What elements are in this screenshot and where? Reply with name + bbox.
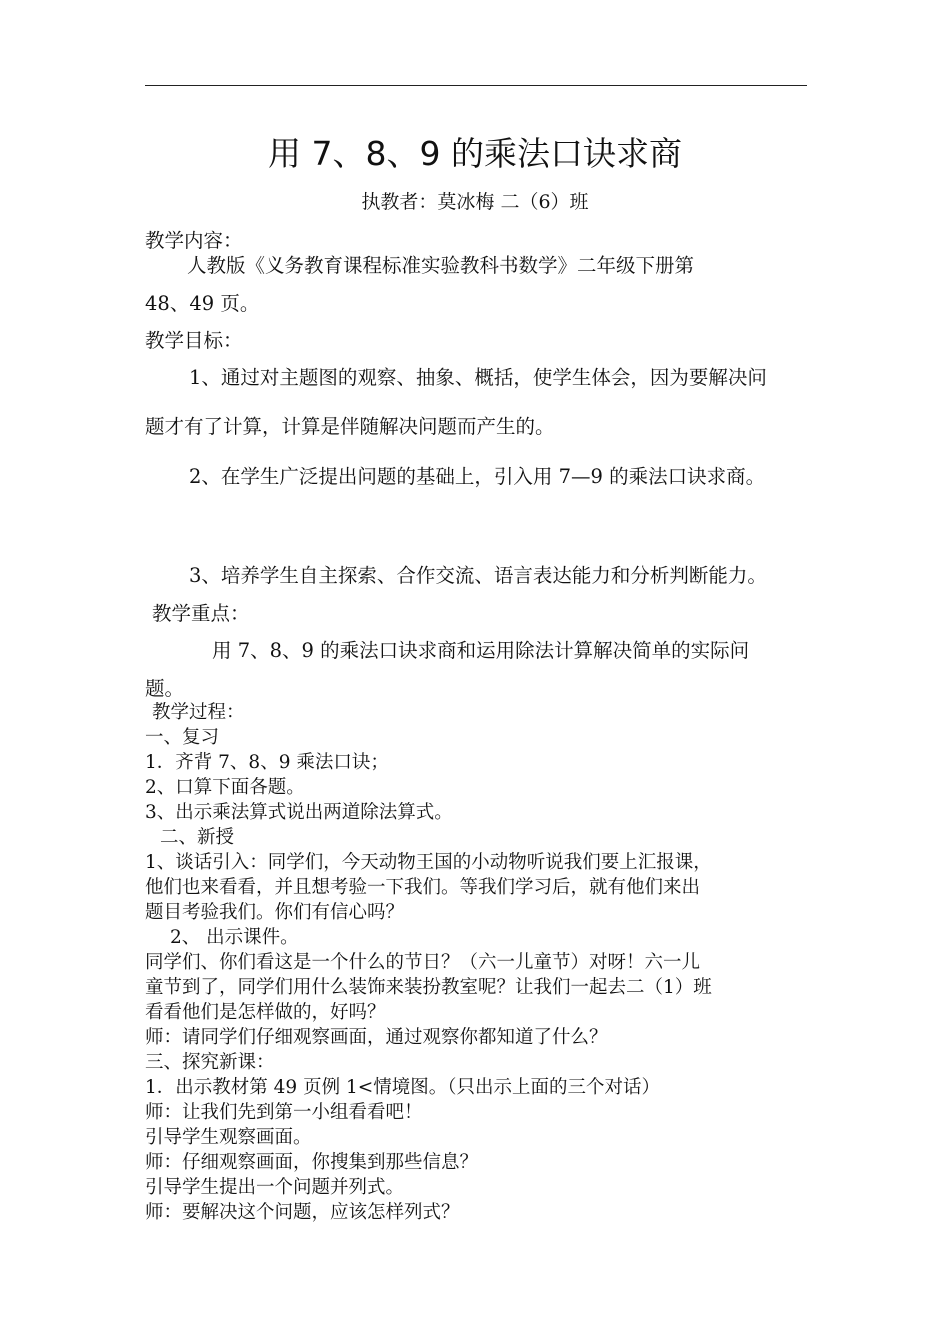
section-heading-process: 教学过程： — [152, 702, 245, 723]
paragraph-line: 师：仔细观察画面，你搜集到那些信息？ — [145, 1152, 479, 1173]
section-heading-goals: 教学目标： — [145, 329, 243, 352]
paragraph-line: 引导学生提出一个问题并列式。 — [145, 1177, 405, 1198]
section-heading-content: 教学内容： — [145, 229, 243, 252]
paragraph-line: 同学们、你们看这是一个什么的节日？（六一儿童节）对呀！六一儿 — [145, 952, 701, 973]
paragraph-line: 他们也来看看，并且想考验一下我们。等我们学习后，就有他们来出 — [145, 877, 701, 898]
paragraph-line: 48、49 页。 — [145, 292, 260, 315]
page-title: 用 7、8、9 的乘法口诀求商 — [268, 134, 682, 173]
list-item: 一、复习 — [145, 727, 220, 748]
paragraph-line: 师：请同学们仔细观察画面，通过观察你都知道了什么？ — [145, 1027, 608, 1048]
paragraph-line: 2、在学生广泛提出问题的基础上，引入用 7—9 的乘法口诀求商。 — [189, 465, 766, 488]
list-item: 2、 出示课件。 — [170, 927, 299, 948]
paragraph-line: 师：要解决这个问题，应该怎样列式？ — [145, 1202, 460, 1223]
paragraph-line: 人教版《义务教育课程标准实验教科书数学》二年级下册第 — [187, 254, 695, 277]
paragraph-line: 题。 — [145, 677, 185, 700]
paragraph-line: 师：让我们先到第一小组看看吧！ — [145, 1102, 423, 1123]
section-heading-focus: 教学重点： — [152, 602, 250, 625]
paragraph-line: 题目考验我们。你们有信心吗？ — [145, 902, 405, 923]
author-line: 执教者：莫冰梅 二（6）班 — [361, 191, 589, 213]
paragraph-line: 3、培养学生自主探索、合作交流、语言表达能力和分析判断能力。 — [189, 564, 767, 587]
paragraph-line: 童节到了，同学们用什么装饰来装扮教室呢？让我们一起去二（1）班 — [145, 977, 712, 998]
list-item: 3、出示乘法算式说出两道除法算式。 — [145, 802, 453, 823]
list-item: 二、新授 — [160, 827, 235, 848]
paragraph-line: 1、谈话引入：同学们，今天动物王国的小动物听说我们要上汇报课， — [145, 852, 712, 873]
paragraph-line: 引导学生观察画面。 — [145, 1127, 312, 1148]
paragraph-line: 题才有了计算，计算是伴随解决问题而产生的。 — [145, 415, 555, 438]
list-item: 三、探究新课： — [145, 1052, 275, 1073]
paragraph-line: 看看他们是怎样做的，好吗？ — [145, 1002, 386, 1023]
list-item: 1．齐背 7、8、9 乘法口诀； — [145, 752, 389, 773]
header-rule — [145, 85, 807, 86]
paragraph-line: 1、通过对主题图的观察、抽象、概括，使学生体会，因为要解决问 — [189, 366, 767, 389]
paragraph-line: 用 7、8、9 的乘法口诀求商和运用除法计算解决简单的实际问 — [212, 639, 750, 662]
list-item: 2、口算下面各题。 — [145, 777, 305, 798]
paragraph-line: 1．出示教材第 49 页例 1<情境图。（只出示上面的三个对话） — [145, 1077, 660, 1098]
